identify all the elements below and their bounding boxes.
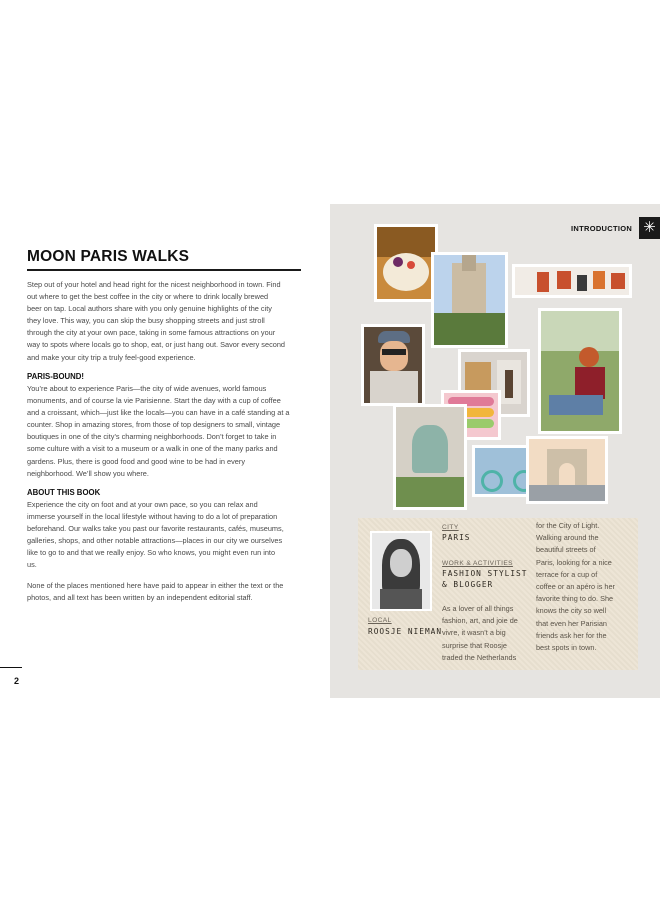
city-label: CITY: [442, 524, 459, 531]
about-paragraph: [27, 499, 303, 572]
man-portrait-photo: [361, 324, 425, 406]
text-line: like to go to and that we really enjoy. So who knows, you might even run into: [27, 548, 276, 558]
photo-shape: [462, 255, 476, 271]
bio-line: that even her Parisian: [536, 618, 607, 628]
text-line: gardens. Plus, there is good food and good wine to be had in every: [27, 456, 246, 466]
text-line: None of the places mentioned here have paid to appear in either the text or the: [27, 581, 284, 590]
section-heading: PARIS-BOUND!: [27, 372, 85, 381]
text-line: boutiques in one of the city’s charming neighborhoods. Don’t forget to take in: [27, 432, 277, 442]
photo-shape: [390, 549, 412, 577]
photo-shape: [382, 349, 406, 355]
photo-shape: [380, 341, 408, 371]
text-line: galleries, shops, and other notable attractions—places in our city we ourselves: [27, 536, 283, 546]
text-line: beforehand. Our walks take you past our favorite restaurants, cafés, museums,: [27, 524, 284, 534]
photo-shape: [396, 477, 464, 507]
photo-shape: [559, 463, 575, 485]
text-line: some culture with a visit to a museum or a walk in one of the many parks and: [27, 444, 278, 454]
bio-line: As a lover of all things: [442, 604, 514, 613]
bio-line: terrace for a cup of: [536, 569, 598, 579]
text-line: way to spots where locals go to shop, eat, or just hang out. Savor every second: [27, 340, 285, 350]
photo-shape: [434, 313, 505, 345]
photo-shape: [393, 257, 403, 267]
text-line: through the city at your own pace, taking in some famous attractions on your: [27, 328, 276, 338]
text-line: beer on tap. Local authors share with you only genuine highlights of the city: [27, 304, 272, 314]
photo-shape: [557, 271, 571, 289]
pastry-photo: [374, 224, 438, 302]
section-heading: ABOUT THIS BOOK: [27, 488, 101, 497]
photo-shape: [383, 253, 429, 291]
bio-line: surprise that Roosje: [442, 640, 507, 650]
photo-shape: [370, 371, 418, 403]
text-line: monuments, and of course la vie Parisienne. Start the day with a cup of coffee: [27, 396, 281, 406]
arc-de-triomphe-photo: [526, 436, 608, 504]
text-line: Experience the city on foot and at your own pace, so you can relax and: [27, 500, 258, 509]
text-line: they love. This way, you can skip the busy shopping streets and just stroll: [27, 316, 265, 326]
text-line: You’re about to experience Paris—the city of wide avenues, world famous: [27, 384, 267, 393]
work-value: & BLOGGER: [442, 580, 494, 589]
bio-line: Paris, looking for a nice: [536, 557, 612, 567]
gallery-photo: [512, 264, 632, 298]
city-value: PARIS: [442, 533, 471, 542]
work-value: FASHION STYLIST: [442, 569, 528, 578]
photo-shape: [481, 470, 503, 492]
text-line: photos, and all text has been written by an independent editorial staff.: [27, 593, 253, 603]
bio-line: friends ask her for the: [536, 630, 607, 640]
woman-reading-photo: [538, 308, 622, 434]
bio-line: knows the city so well: [536, 606, 607, 616]
bio-line: fashion, art, and joie de: [442, 616, 518, 626]
text-line: and a croissant, which—just like the locals—you can have in a café standing at a: [27, 408, 290, 418]
bio-line: favorite thing to do. She: [536, 594, 614, 604]
local-portrait-photo: [370, 531, 432, 611]
photo-shape: [412, 425, 448, 473]
bio-line: Walking around the: [536, 533, 599, 543]
photo-shape: [579, 347, 599, 367]
photo-shape: [541, 311, 619, 351]
paris-bound-paragraph: [27, 383, 303, 480]
text-line: neighborhood. We’ll show you where.: [27, 468, 149, 478]
text-line: us.: [27, 560, 37, 570]
photo-shape: [537, 272, 549, 292]
text-line: out where to get the best coffee in the city or where to drink locally brewed: [27, 292, 269, 302]
about-section: [27, 487, 303, 572]
mural-building-photo: [393, 404, 467, 510]
bio-line: traded the Netherlands: [442, 652, 517, 662]
title-rule: [27, 269, 301, 271]
text-line: counter. Shop in amazing stores, from those of top designers to small, vintage: [27, 420, 281, 430]
photo-shape: [593, 271, 605, 289]
text-line: immerse yourself in the local lifestyle without having to do a lot of preparation: [27, 512, 278, 522]
intro-paragraph: [27, 279, 303, 364]
paris-bound-section: [27, 371, 303, 480]
local-name: ROOSJE NIEMAN: [368, 627, 443, 636]
text-line: Step out of your hotel and head right for the nicest neighborhood in town. Find: [27, 280, 281, 289]
intro-section: [27, 279, 303, 364]
disclaimer-section: [27, 580, 303, 604]
bio-line: for the City of Light.: [536, 521, 600, 530]
photo-shape: [380, 589, 422, 609]
bio-column-2: [536, 520, 632, 654]
asterisk-icon: ✳: [639, 217, 660, 239]
photo-shape: [505, 370, 513, 398]
bio-line: coffee or an apéro is her: [536, 582, 615, 592]
church-photo: [431, 252, 508, 348]
photo-shape: [611, 273, 625, 289]
work-label: WORK & ACTIVITIES: [442, 560, 513, 567]
photo-shape: [549, 395, 603, 415]
bio-column-1: [442, 603, 534, 664]
page-number-rule: [0, 667, 22, 668]
bio-line: best spots in town.: [536, 643, 597, 653]
page-title: MOON PARIS WALKS: [27, 248, 190, 265]
text-line: and make your city trip a truly feel-good experience.: [27, 352, 196, 362]
page-number: 2: [14, 676, 20, 686]
photo-shape: [407, 261, 415, 269]
disclaimer-paragraph: [27, 580, 303, 604]
local-label: LOCAL: [368, 617, 392, 624]
bio-line: vivre, it wasn’t a big: [442, 628, 506, 638]
bio-line: beautiful streets of: [536, 545, 596, 555]
photo-shape: [577, 275, 587, 291]
section-label: INTRODUCTION: [571, 224, 633, 233]
photo-shape: [529, 485, 605, 501]
